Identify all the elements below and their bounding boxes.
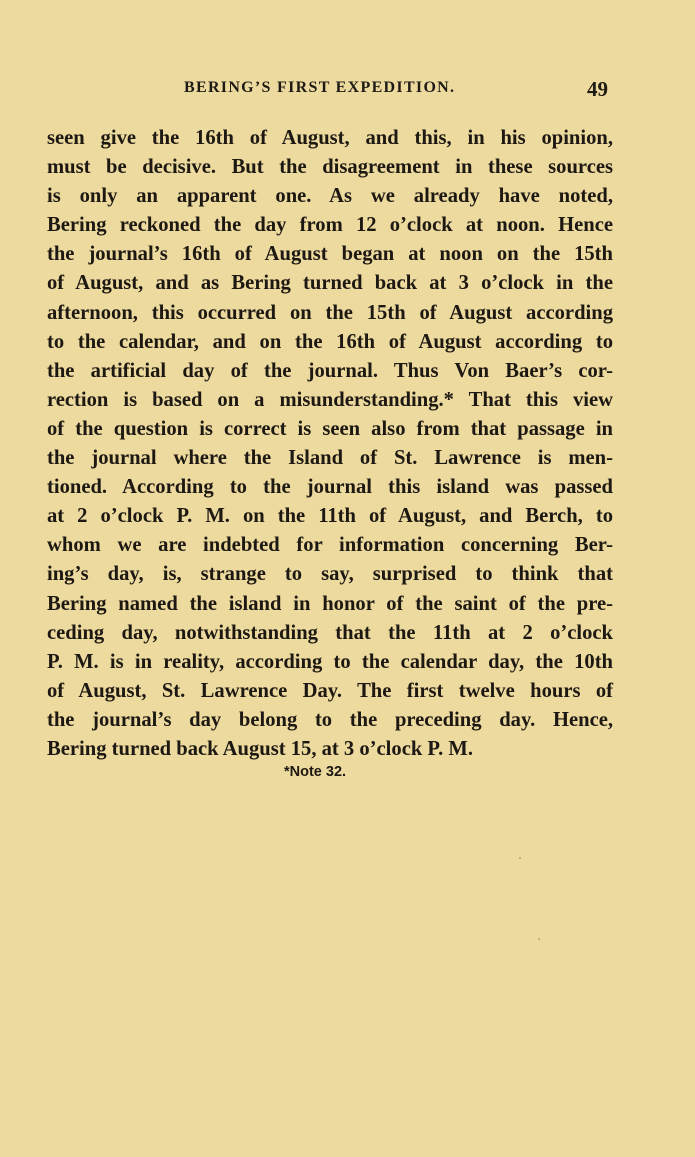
text-line: must be decisive. But the disagreement in these sources: [47, 156, 613, 179]
text-line: at 2 o’clock P. M. on the 11th of August, and Berch, to: [47, 505, 613, 528]
text-line: Bering reckoned the day from 12 o’clock at noon. Hence: [47, 214, 613, 237]
text-line: to the calendar, and on the 16th of August according to: [47, 330, 613, 353]
text-line: the journal where the Island of St. Lawrence is men-: [47, 447, 613, 470]
text-line: the journal’s day belong to the preceding day. Hence,: [47, 708, 613, 731]
text-line: of the question is correct is seen also from that passage in: [47, 417, 613, 440]
paper-speck: [519, 857, 521, 859]
text-line: is only an apparent one. As we already have noted,: [47, 185, 613, 208]
text-line: tioned. According to the journal this island was passed: [47, 476, 613, 499]
text-line: seen give the 16th of August, and this, in his opinion,: [47, 127, 613, 149]
text-line: afternoon, this occurred on the 15th of August according: [47, 301, 613, 324]
text-line: the artificial day of the journal. Thus Von Baer’s cor-: [47, 359, 613, 382]
text-line: of August, and as Bering turned back at 3 o’clock in the: [47, 272, 613, 295]
text-line: Bering named the island in honor of the saint of the pre-: [47, 592, 613, 615]
text-line: rection is based on a misunderstanding.* That this view: [47, 388, 613, 411]
footnote: *Note 32.: [284, 764, 347, 780]
page-number: 49: [587, 77, 608, 101]
text-line: of August, St. Lawrence Day. The first twelve hours of: [47, 679, 613, 702]
text-line: P. M. is in reality, according to the calendar day, the 10th: [47, 650, 613, 673]
text-line: the journal’s 16th of August began at noon on the 15th: [47, 243, 613, 266]
body-text: [47, 124, 613, 764]
text-line: ing’s day, is, strange to say, surprised to think that: [47, 563, 613, 586]
text-line: whom we are indebted for information concerning Ber-: [47, 534, 613, 557]
paper-speck: [538, 938, 540, 940]
running-head: BERING’S FIRST EXPEDITION.: [184, 79, 456, 96]
page-header: [0, 77, 695, 103]
text-line: Bering turned back August 15, at 3 o’clock P. M.: [47, 737, 474, 760]
text-line: ceding day, notwithstanding that the 11th at 2 o’clock: [47, 621, 613, 644]
